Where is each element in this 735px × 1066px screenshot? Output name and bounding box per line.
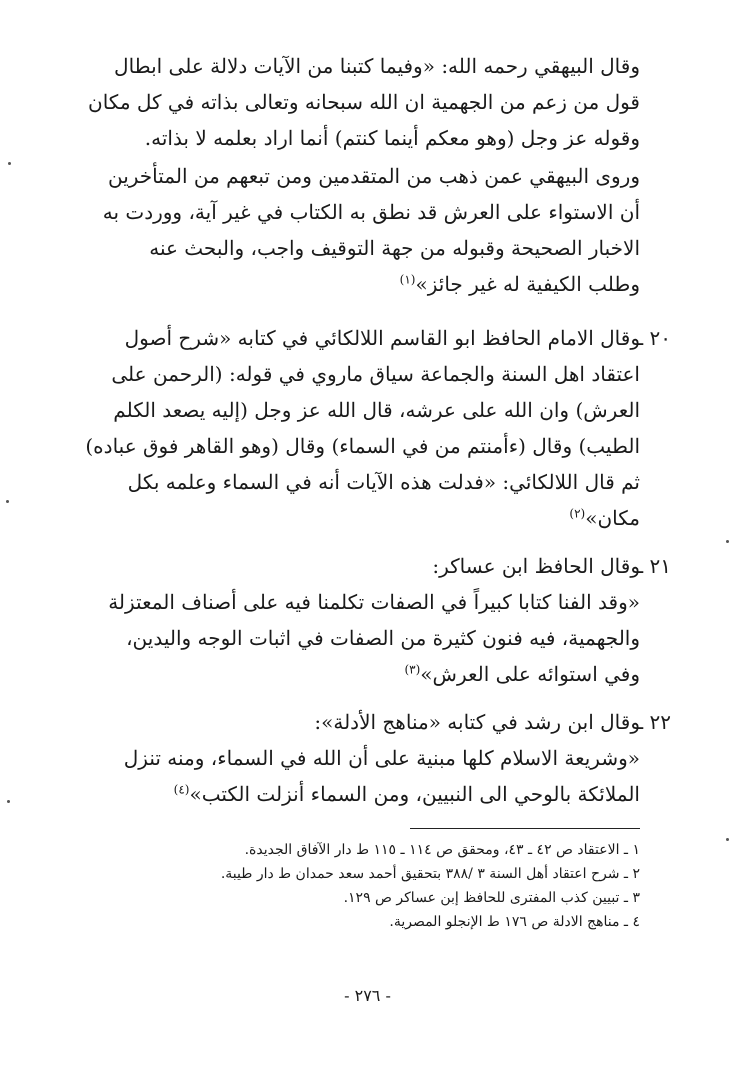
text-line: وقال الحافظ ابن عساكر: bbox=[432, 554, 640, 578]
text-line: اعتقاد اهل السنة والجماعة سياق ماروي في قوله: (الرحمن على bbox=[111, 362, 640, 386]
paragraph-bayhaqi-narration bbox=[100, 158, 640, 302]
numbered-item-20 bbox=[85, 320, 640, 536]
text-line: الاخبار الصحيحة وقبوله من جهة التوقيف واجب، والبحث عنه bbox=[149, 236, 640, 260]
scan-speck bbox=[7, 800, 10, 803]
text-line-content: مكان» bbox=[585, 506, 640, 530]
footnote-ref: (١) bbox=[399, 272, 416, 287]
text-line: الطيب) وقال (ءأمنتم من في السماء) وقال (وهو القاهر فوق عباده) bbox=[85, 434, 640, 458]
text-line: وروى البيهقي عمن ذهب من المتقدمين ومن تبعهم من المتأخرين bbox=[107, 164, 640, 188]
item-number: ٢٢ ـ bbox=[637, 710, 671, 734]
numbered-item-21 bbox=[100, 548, 640, 692]
text-line: والجهمية، فيه فنون كثيرة من الصفات في اثبات الوجه واليدين، bbox=[126, 626, 640, 650]
footnotes bbox=[100, 838, 640, 934]
text-line bbox=[100, 776, 640, 812]
text-line: وقال ابن رشد في كتابه «مناهج الأدلة»: bbox=[314, 710, 640, 734]
text-line bbox=[100, 656, 640, 692]
text-line: «وقد الفنا كتابا كبيراً في الصفات تكلمنا فيه على أصناف المعتزلة bbox=[108, 590, 640, 614]
footnote: ٤ ـ مناهج الادلة ص ١٧٦ ط الإنجلو المصرية. bbox=[389, 914, 640, 930]
text-line: ثم قال اللالكائي: «فدلت هذه الآيات أنه في السماء وعلمه بكل bbox=[127, 470, 640, 494]
text-line: أن الاستواء على العرش قد نطق به الكتاب في غير آية، ووردت به bbox=[102, 200, 640, 224]
item-number: ٢٠ ـ bbox=[637, 326, 671, 350]
footnote-ref: (٤) bbox=[173, 782, 190, 797]
text-line: وقال البيهقي رحمه الله: «وفيما كتبنا من الآيات دلالة على ابطال bbox=[114, 54, 640, 78]
text-line: العرش) وان الله على عرشه، قال الله عز وجل (إليه يصعد الكلم bbox=[113, 398, 640, 422]
footnote-ref: (٢) bbox=[569, 506, 586, 521]
page-number: - ٢٧٦ - bbox=[344, 986, 391, 1005]
text-line-content: الملائكة بالوحي الى النبيين، ومن السماء أنزلت الكتب» bbox=[189, 782, 640, 806]
text-line bbox=[100, 500, 640, 536]
text-line-content: وفي استوائه على العرش» bbox=[420, 662, 640, 686]
text-line: قول من زعم من الجهمية ان الله سبحانه وتعالى بذاته في كل مكان bbox=[88, 90, 640, 114]
numbered-item-22 bbox=[100, 704, 640, 812]
item-number: ٢١ ـ bbox=[637, 554, 671, 578]
text-line: «وشريعة الاسلام كلها مبنية على أن الله في السماء، ومنه تنزل bbox=[123, 746, 640, 770]
scan-speck bbox=[6, 500, 9, 503]
text-line: وقوله عز وجل (وهو معكم أينما كنتم) أنما اراد بعلمه لا بذاته. bbox=[144, 126, 640, 150]
footnote-ref: (٣) bbox=[404, 662, 421, 677]
footnote: ٣ ـ تبيين كذب المفترى للحافظ إبن عساكر ص ١٢٩. bbox=[343, 890, 640, 906]
text-line bbox=[100, 266, 640, 302]
text-line: وقال الامام الحافظ ابو القاسم اللالكائي في كتابه «شرح أصول bbox=[124, 326, 640, 350]
text-line-content: وطلب الكيفية له غير جائز» bbox=[415, 272, 640, 296]
footnote: ٢ ـ شرح اعتقاد أهل السنة ٣ /٣٨٨ بتحقيق أحمد سعد حمدان ط دار طيبة. bbox=[220, 866, 640, 882]
scan-speck bbox=[8, 162, 11, 165]
scan-speck bbox=[726, 838, 729, 841]
footnote: ١ ـ الاعتقاد ص ٤٢ ـ ٤٣، ومحقق ص ١١٤ ـ ١١٥ ط دار الآفاق الجديدة. bbox=[244, 842, 640, 858]
footnote-divider bbox=[410, 828, 640, 829]
paragraph-bayhaqi-quote bbox=[88, 48, 640, 156]
scan-speck bbox=[726, 540, 729, 543]
